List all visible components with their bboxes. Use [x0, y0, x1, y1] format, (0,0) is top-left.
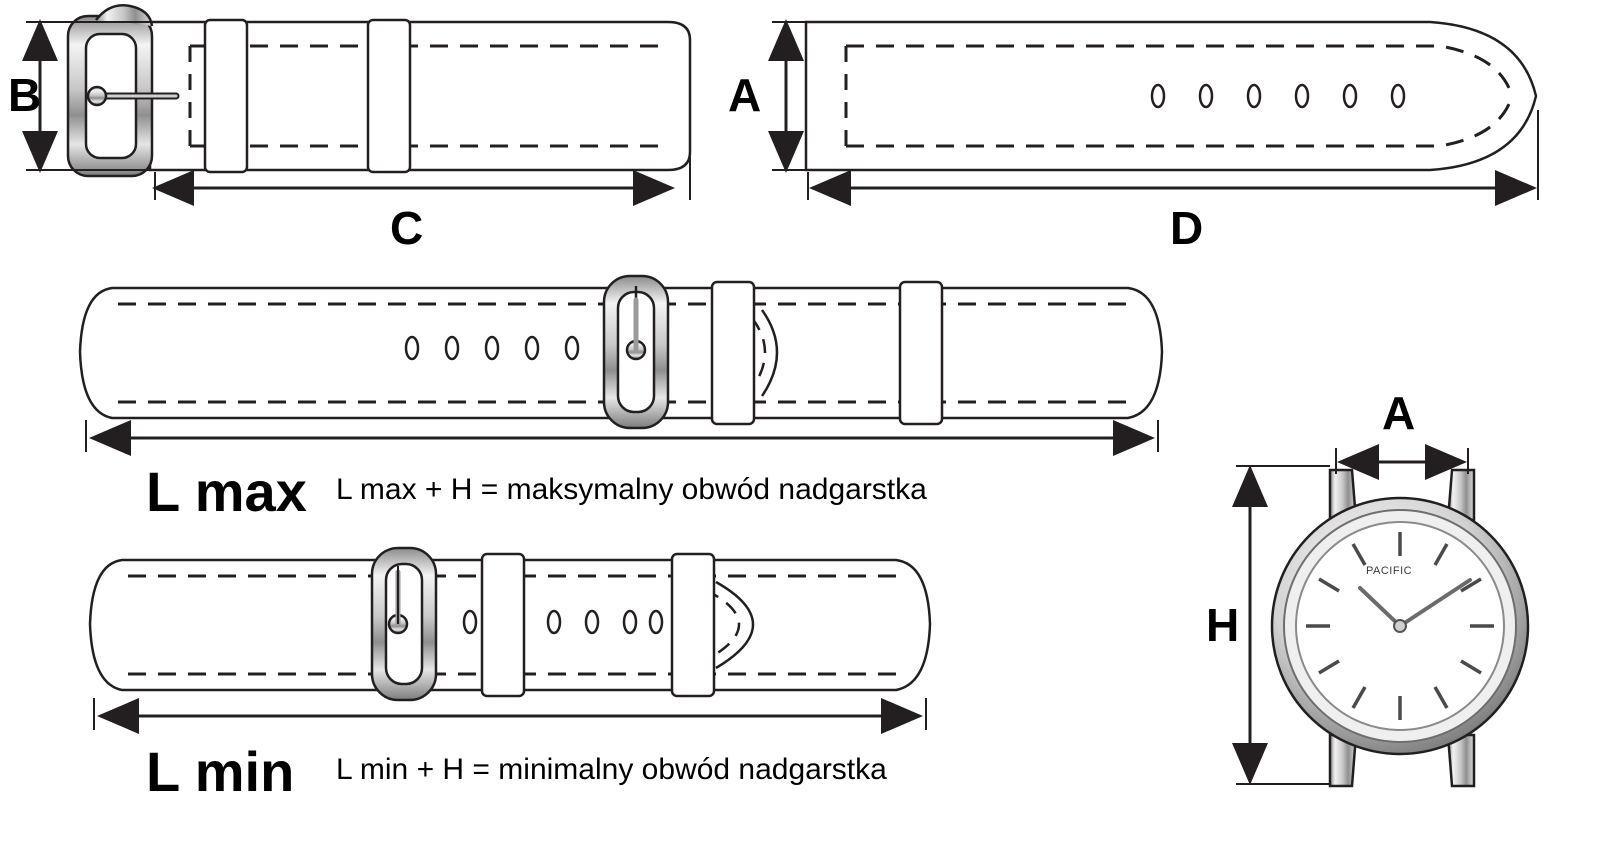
- label-a-top: A: [728, 69, 762, 121]
- label-lmin: L min: [146, 740, 295, 803]
- label-b: B: [8, 69, 42, 121]
- label-lmin-note: L min + H = minimalny obwód nadgarstka: [336, 753, 887, 786]
- group-full-strap-max: [80, 276, 1162, 428]
- label-lmax: L max: [146, 460, 307, 523]
- label-a-watch: A: [1382, 387, 1416, 439]
- dimension-a-top: [772, 22, 806, 170]
- group-full-strap-min: [90, 548, 930, 700]
- dial-brand-text: PACIFIC: [1366, 565, 1413, 577]
- label-h: H: [1206, 599, 1240, 651]
- dimension-a-watch: [1336, 448, 1468, 474]
- dimension-lmin: [94, 698, 926, 730]
- label-lmax-note: L max + H = maksymalny obwód nadgarstka: [336, 473, 927, 506]
- group-buckle-strap-side-view: [68, 5, 690, 176]
- group-watch-case: [1272, 470, 1528, 786]
- label-c: C: [390, 202, 424, 254]
- group-plain-strap-side-view: [806, 22, 1536, 170]
- label-d: D: [1170, 202, 1204, 254]
